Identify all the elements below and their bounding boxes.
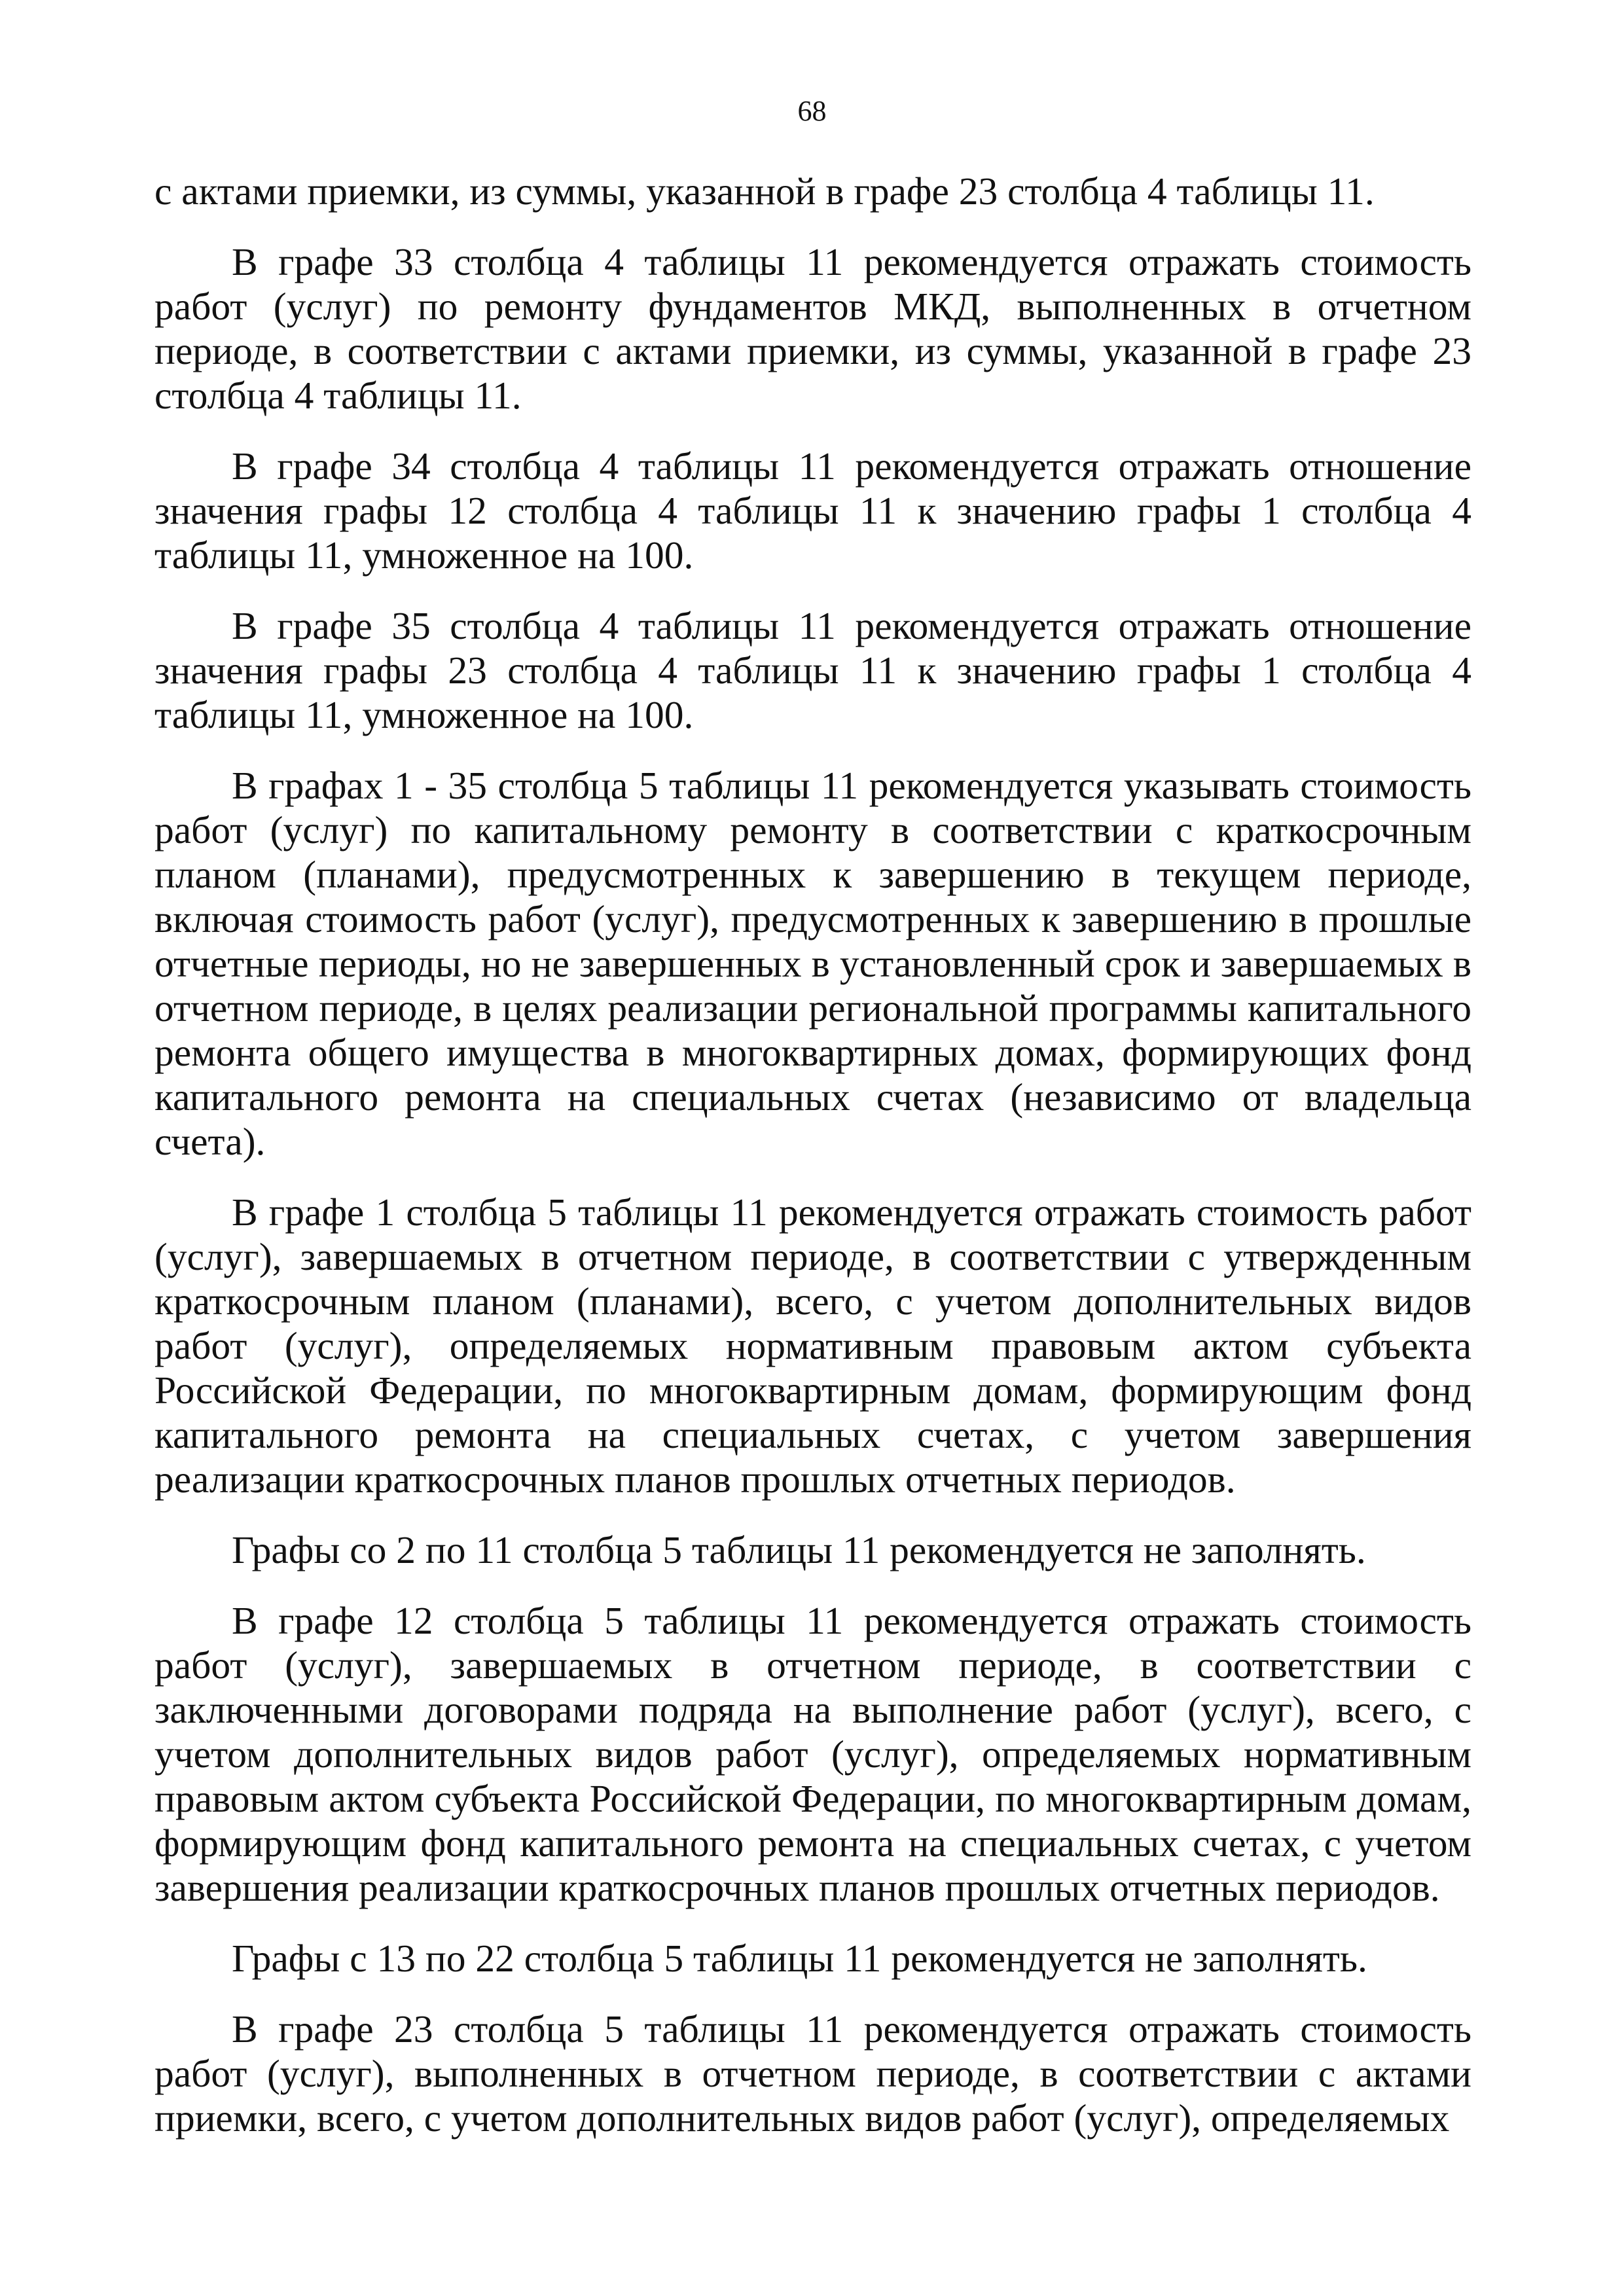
paragraph-column5-rows2-11: Графы со 2 по 11 столбца 5 таблицы 11 рекомендуется не заполнять. [232, 1528, 1366, 1571]
paragraph-column5-row23: В графе 23 столбца 5 таблицы 11 рекомендуется отражать стоимость работ (услуг), выполненных в отчетном периоде, в соответствии с актами приемки, всего, с учетом дополнительных видов работ (услуг), определяемых [154, 2007, 1471, 2140]
document-body [154, 169, 1471, 2140]
paragraph-column5-rows1-35: В графах 1 - 35 столбца 5 таблицы 11 рекомендуется указывать стоимость работ (услуг) по капитальному ремонту в соответствии с краткосрочным планом (планами), предусмотренных к завершению в текущем периоде, включая стоимость работ (услуг), предусмотренных к завершению в прошлые отчетные периоды, но не завершенных в установленный срок и завершаемых в отчетном периоде, в целях реализации региональной программы капитального ремонта общего имущества в многоквартирных домах, формирующих фонд капитального ремонта на специальных счетах (независимо от владельца счета). [154, 764, 1471, 1163]
paragraph-continuation: с актами приемки, из суммы, указанной в графе 23 столбца 4 таблицы 11. [154, 170, 1375, 213]
paragraph-column4-row34: В графе 34 столбца 4 таблицы 11 рекомендуется отражать отношение значения графы 12 столбца 4 таблицы 11 к значению графы 1 столбца 4 таблицы 11, умноженное на 100. [154, 444, 1471, 577]
paragraph-column5-rows13-22: Графы с 13 по 22 столбца 5 таблицы 11 рекомендуется не заполнять. [232, 1937, 1367, 1980]
paragraph-column5-row1: В графе 1 столбца 5 таблицы 11 рекомендуется отражать стоимость работ (услуг), завершаемых в отчетном периоде, в соответствии с утвержденным краткосрочным планом (планами), всего, с учетом дополнительных видов работ (услуг), определяемых нормативным правовым актом субъекта Российской Федерации, по многоквартирным домам, формирующим фонд капитального ремонта на специальных счетах, с учетом завершения реализации краткосрочных планов прошлых отчетных периодов. [154, 1191, 1471, 1501]
paragraph-column4-row35: В графе 35 столбца 4 таблицы 11 рекомендуется отражать отношение значения графы 23 столбца 4 таблицы 11 к значению графы 1 столбца 4 таблицы 11, умноженное на 100. [154, 604, 1471, 736]
paragraph-column5-row12: В графе 12 столбца 5 таблицы 11 рекомендуется отражать стоимость работ (услуг), завершаемых в отчетном периоде, в соответствии с заключенными договорами подряда на выполнение работ (услуг), всего, с учетом дополнительных видов работ (услуг), определяемых нормативным правовым актом субъекта Российской Федерации, по многоквартирным домам, формирующим фонд капитального ремонта на специальных счетах, с учетом завершения реализации краткосрочных планов прошлых отчетных периодов. [154, 1599, 1471, 1909]
page-number: 68 [797, 95, 827, 127]
paragraph-column4-row33: В графе 33 столбца 4 таблицы 11 рекомендуется отражать стоимость работ (услуг) по ремонту фундаментов МКД, выполненных в отчетном периоде, в соответствии с актами приемки, из суммы, указанной в графе 23 столбца 4 таблицы 11. [154, 240, 1471, 417]
